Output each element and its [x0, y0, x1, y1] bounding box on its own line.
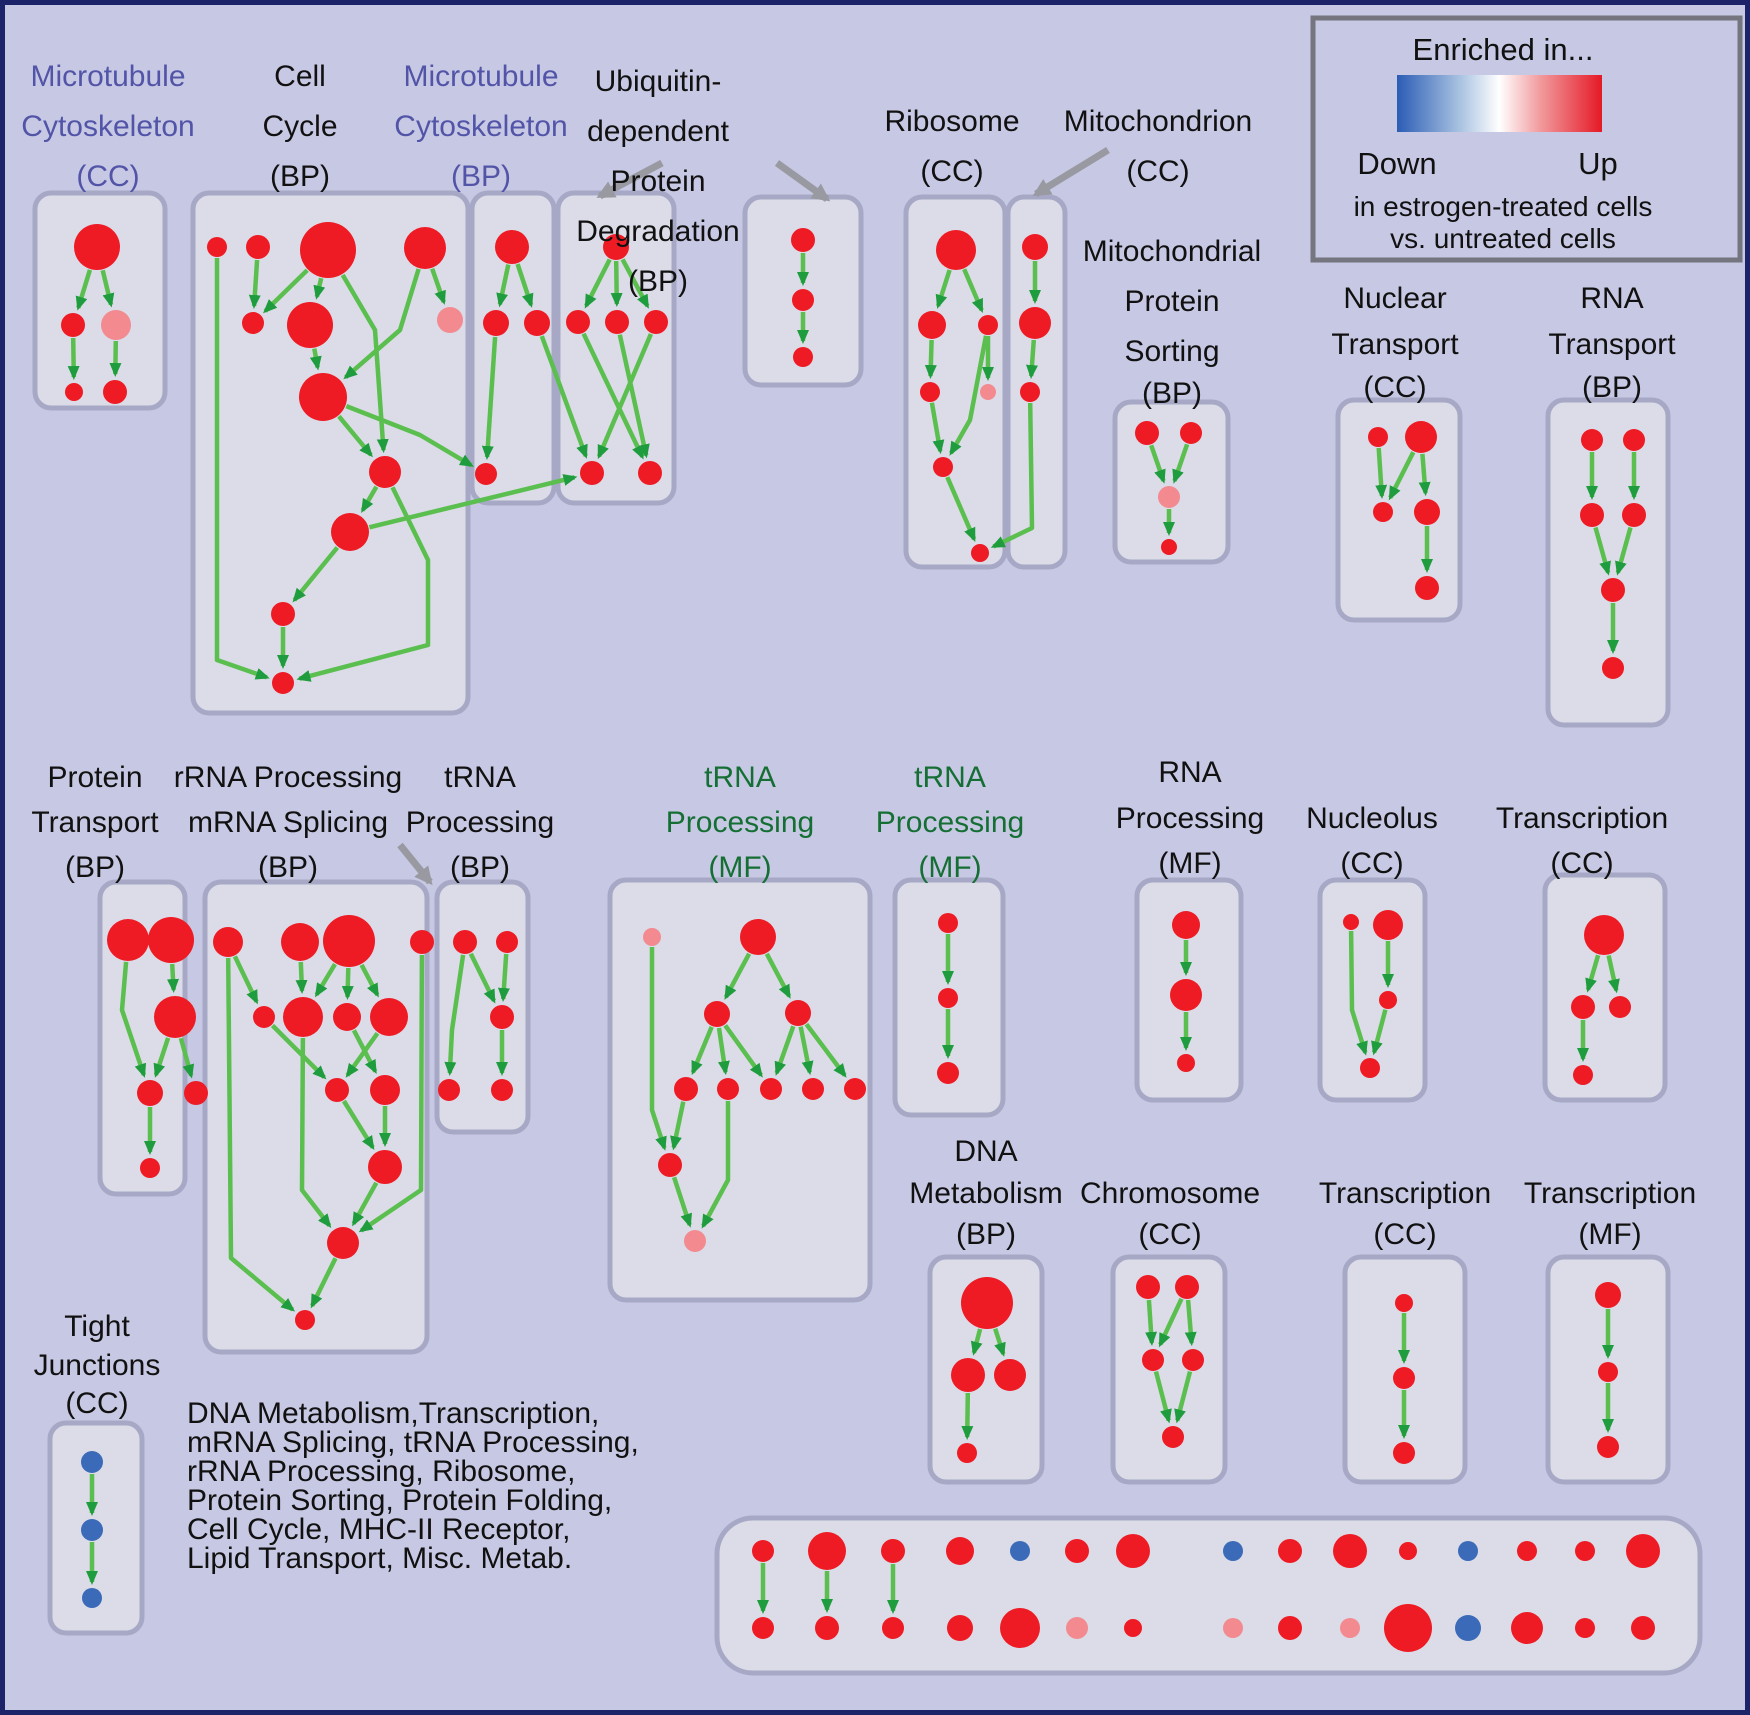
cluster-label-trna-bp: tRNA	[444, 761, 516, 794]
cluster-label-transcription-mf: Transcription	[1523, 1177, 1697, 1210]
node-P4-up	[137, 1080, 163, 1106]
node-U2-up	[566, 310, 590, 334]
node-Z9B-up	[1278, 1616, 1302, 1640]
node-Q5-up	[1601, 578, 1625, 602]
cluster-label-mitochondrion: Mitochondrion	[1063, 105, 1253, 138]
node-Z15B-up	[1631, 1616, 1655, 1640]
figure-note-line: mRNA Splicing, tRNA Processing,	[187, 1426, 639, 1459]
edge	[1422, 454, 1425, 493]
node-TJ1-down	[81, 1451, 103, 1473]
node-H1-up	[453, 930, 477, 954]
cluster-label-tight-junctions: (CC)	[65, 1387, 129, 1420]
node-B7-up	[437, 307, 463, 333]
node-M4-up	[475, 463, 497, 485]
node-Z5T-down	[1010, 1541, 1030, 1561]
node-W1-up	[1022, 234, 1048, 260]
node-G1-up	[213, 927, 243, 957]
cluster-label-mito-sorting: Mitochondrial	[1082, 235, 1262, 268]
node-B5-up	[242, 312, 264, 334]
node-G5-up	[253, 1006, 275, 1028]
legend-layer	[1313, 18, 1740, 260]
node-Z10B-up	[1340, 1618, 1360, 1638]
node-T1-up	[1368, 427, 1388, 447]
cluster-label-trna-mf-1: tRNA	[704, 761, 776, 794]
node-Z9T-up	[1278, 1539, 1302, 1563]
cluster-box-nuclear-transport	[1338, 400, 1460, 620]
cluster-label-mt-bp: Cytoskeleton	[394, 110, 568, 143]
node-T5-up	[1415, 576, 1439, 600]
node-G7-up	[333, 1003, 361, 1031]
node-U3-up	[605, 310, 629, 334]
node-U4-up	[644, 310, 668, 334]
node-N3-up	[1379, 991, 1397, 1009]
node-B2-up	[246, 235, 270, 259]
cluster-label-rna-transport: RNA	[1580, 282, 1644, 315]
node-Z14B-up	[1575, 1618, 1595, 1638]
node-A4-up	[65, 383, 83, 401]
cluster-label-cell-cycle: Cell	[274, 60, 326, 93]
node-R1-up	[936, 230, 976, 270]
node-B6-up	[287, 302, 333, 348]
cluster-label-dna-metabolism: Metabolism	[909, 1177, 1063, 1210]
node-Z15T-up	[1626, 1534, 1660, 1568]
edge	[616, 261, 617, 304]
figure-note-line: rRNA Processing, Ribosome,	[187, 1455, 576, 1488]
cluster-label-rrna-mrna: (BP)	[258, 851, 318, 884]
node-TJ2-down	[81, 1519, 103, 1541]
legend-title: Enriched in...	[1412, 32, 1594, 67]
node-D4-up	[957, 1443, 977, 1463]
node-P5-up	[184, 1081, 208, 1105]
cluster-label-mt-bp: (BP)	[451, 160, 511, 193]
node-B3-up	[300, 222, 356, 278]
edge	[254, 260, 257, 306]
cluster-label-rrna-mrna: mRNA Splicing	[187, 806, 389, 839]
node-L3-up	[1177, 1054, 1195, 1072]
node-Z1T-up	[752, 1540, 774, 1562]
cluster-label-ribosome: Ribosome	[884, 105, 1020, 138]
node-A3-up	[101, 310, 131, 340]
node-R7-up	[971, 544, 989, 562]
node-Z14T-up	[1575, 1541, 1595, 1561]
node-T4-up	[1414, 499, 1440, 525]
cluster-label-mito-sorting: Protein	[1124, 285, 1220, 318]
node-C2-up	[1175, 1275, 1199, 1299]
node-B8-up	[299, 373, 347, 421]
node-G2-up	[281, 923, 319, 961]
node-K1-up	[938, 913, 958, 933]
cluster-label-trna-mf-2: Processing	[875, 806, 1025, 839]
cluster-label-ubiquitin: dependent	[587, 115, 729, 148]
figure-note-line: DNA Metabolism,Transcription,	[187, 1397, 600, 1430]
node-Z7T-up	[1116, 1534, 1150, 1568]
cluster-label-rna-proc-mf: (MF)	[1158, 847, 1222, 880]
node-N1-up	[1343, 914, 1359, 930]
node-C3-up	[1142, 1349, 1164, 1371]
node-S2-up	[1180, 422, 1202, 444]
node-G9-up	[325, 1078, 349, 1102]
node-Z10T-up	[1333, 1534, 1367, 1568]
node-N2-up	[1373, 910, 1403, 940]
node-Z3T-up	[881, 1539, 905, 1563]
node-M2-up	[483, 310, 509, 336]
node-Z2T-up	[808, 1532, 846, 1570]
node-G12-up	[327, 1227, 359, 1259]
node-W2-up	[1019, 307, 1051, 339]
cluster-label-trna-mf-2: tRNA	[914, 761, 986, 794]
legend-subtitle-1: in estrogen-treated cells	[1353, 191, 1653, 222]
cluster-label-tight-junctions: Tight	[64, 1310, 130, 1343]
node-B9-up	[369, 456, 401, 488]
node-Z5B-up	[1000, 1608, 1040, 1648]
node-G8-up	[370, 998, 408, 1036]
node-O1-up	[1584, 915, 1624, 955]
node-T2-up	[1405, 421, 1437, 453]
node-Z1B-up	[752, 1617, 774, 1639]
node-D2-up	[951, 1358, 985, 1392]
cluster-label-mito-sorting: Sorting	[1124, 335, 1220, 368]
cluster-label-protein-transport: (BP)	[65, 851, 125, 884]
node-P3-up	[154, 996, 196, 1038]
cluster-box-chromosome	[1113, 1257, 1225, 1482]
cluster-label-transcription-cc-bot: (CC)	[1373, 1218, 1437, 1251]
node-O3-up	[1609, 996, 1631, 1018]
edge	[1031, 340, 1034, 376]
cluster-label-transcription-cc-mid: (CC)	[1550, 847, 1614, 880]
node-A5-up	[103, 380, 127, 404]
cluster-label-trna-bp: (BP)	[450, 851, 510, 884]
node-V2-up	[792, 289, 814, 311]
cluster-label-nucleolus: Nucleolus	[1306, 802, 1438, 835]
node-R3-up	[978, 315, 998, 335]
cluster-label-protein-transport: Transport	[31, 806, 159, 839]
node-F1-up	[1595, 1282, 1621, 1308]
node-Z8T-down	[1223, 1541, 1243, 1561]
node-G3-up	[323, 915, 375, 967]
node-S1-up	[1135, 421, 1159, 445]
cluster-label-mt-bp: Microtubule	[403, 60, 559, 93]
cluster-label-chromosome: (CC)	[1138, 1218, 1202, 1251]
cluster-label-tight-junctions: Junctions	[33, 1349, 161, 1382]
node-B4-up	[404, 227, 446, 269]
figure-note-line: Cell Cycle, MHC-II Receptor,	[187, 1513, 571, 1546]
node-P2-up	[148, 917, 194, 963]
node-Z4B-up	[947, 1615, 973, 1641]
note-layer	[187, 1397, 639, 1575]
node-K3-up	[937, 1062, 959, 1084]
cluster-label-ubiquitin: (BP)	[628, 265, 688, 298]
node-R5-up	[980, 384, 996, 400]
node-J2-up	[704, 1001, 730, 1027]
edge	[1379, 448, 1382, 496]
node-F2-up	[1598, 1362, 1618, 1382]
legend-subtitle-2: vs. untreated cells	[1390, 223, 1616, 254]
cluster-label-dna-metabolism: (BP)	[956, 1218, 1016, 1251]
node-S4-up	[1161, 539, 1177, 555]
cluster-label-nuclear-transport: Nuclear	[1343, 282, 1447, 315]
cluster-box-mito-sorting	[1115, 402, 1228, 562]
node-Q2-up	[1623, 429, 1645, 451]
node-Z11B-up	[1384, 1604, 1432, 1652]
node-U6-up	[638, 461, 662, 485]
cluster-label-cell-cycle: (BP)	[270, 160, 330, 193]
edge	[503, 954, 506, 999]
node-J8-up	[844, 1078, 866, 1100]
node-E2-up	[1393, 1367, 1415, 1389]
node-B12-up	[272, 672, 294, 694]
edge	[931, 340, 932, 376]
node-N4-up	[1360, 1058, 1380, 1078]
node-L1-up	[1172, 911, 1200, 939]
node-U5-up	[580, 461, 604, 485]
node-E1-up	[1395, 1294, 1413, 1312]
node-Q3-up	[1580, 503, 1604, 527]
node-J7-up	[802, 1078, 824, 1100]
cluster-label-ubiquitin: Degradation	[576, 215, 740, 248]
node-Z2B-up	[815, 1616, 839, 1640]
edge	[348, 968, 349, 997]
cluster-label-cell-cycle: Cycle	[262, 110, 338, 143]
edge	[967, 1393, 968, 1437]
node-W3-up	[1020, 382, 1040, 402]
node-Z13T-up	[1517, 1541, 1537, 1561]
node-Z12B-down	[1455, 1615, 1481, 1641]
node-Z6T-up	[1065, 1539, 1089, 1563]
node-E3-up	[1393, 1442, 1415, 1464]
figure-note-line: Lipid Transport, Misc. Metab.	[187, 1542, 573, 1575]
cluster-label-rrna-mrna: rRNA Processing	[173, 761, 403, 794]
node-Z11T-up	[1399, 1542, 1417, 1560]
node-O4-up	[1573, 1065, 1593, 1085]
node-H5-up	[491, 1079, 513, 1101]
node-G11-up	[368, 1150, 402, 1184]
cluster-label-transcription-cc-mid: Transcription	[1495, 802, 1669, 835]
cluster-label-rna-transport: (BP)	[1582, 371, 1642, 404]
node-Z6B-up	[1066, 1617, 1088, 1639]
node-J5-up	[717, 1078, 739, 1100]
cluster-box-misc-strip	[717, 1518, 1700, 1673]
node-G6-up	[283, 997, 323, 1037]
cluster-label-protein-transport: Protein	[47, 761, 143, 794]
node-D1-up	[961, 1277, 1013, 1329]
edge	[1149, 1300, 1152, 1343]
cluster-label-dna-metabolism: DNA	[954, 1135, 1018, 1168]
node-Z8B-up	[1223, 1618, 1243, 1638]
node-A1-up	[74, 224, 120, 270]
node-T3-up	[1373, 502, 1393, 522]
cluster-label-ribosome: (CC)	[920, 155, 984, 188]
node-C4-up	[1182, 1349, 1204, 1371]
cluster-label-ubiquitin: Protein	[610, 165, 706, 198]
legend-up-label: Up	[1578, 146, 1618, 181]
node-Z7B-up	[1124, 1619, 1142, 1637]
node-Q6-up	[1602, 657, 1624, 679]
edge	[115, 341, 116, 374]
node-B11-up	[271, 602, 295, 626]
node-H2-up	[496, 931, 518, 953]
node-M3-up	[524, 310, 550, 336]
cluster-label-trna-mf-2: (MF)	[918, 851, 982, 884]
node-P6-up	[140, 1158, 160, 1178]
cluster-label-mt-cc: (CC)	[76, 160, 140, 193]
cluster-label-rna-transport: Transport	[1548, 328, 1676, 361]
node-J10-up	[684, 1230, 706, 1252]
node-L2-up	[1170, 979, 1202, 1011]
cluster-label-trna-mf-1: (MF)	[708, 851, 772, 884]
edge	[73, 338, 74, 377]
node-M1-up	[495, 230, 529, 264]
node-C5-up	[1162, 1426, 1184, 1448]
node-G10-up	[370, 1075, 400, 1105]
node-J1-up	[740, 919, 776, 955]
node-J3-up	[785, 1000, 811, 1026]
node-B10-up	[331, 513, 369, 551]
node-B1-up	[207, 237, 227, 257]
node-J9-up	[658, 1153, 682, 1177]
cluster-label-chromosome: Chromosome	[1079, 1177, 1261, 1210]
node-TJ3-down	[82, 1588, 102, 1608]
cluster-label-nuclear-transport: (CC)	[1363, 371, 1427, 404]
node-Z4T-up	[946, 1537, 974, 1565]
node-Z12T-down	[1458, 1541, 1478, 1561]
node-J6-up	[760, 1078, 782, 1100]
node-K2-up	[938, 988, 958, 1008]
legend-down-label: Down	[1357, 146, 1437, 181]
cluster-label-rna-proc-mf: RNA	[1158, 756, 1222, 789]
cluster-label-mt-cc: Cytoskeleton	[21, 110, 195, 143]
edge	[172, 964, 173, 990]
node-R4-up	[920, 382, 940, 402]
node-J4-up	[674, 1077, 698, 1101]
node-R2-up	[918, 311, 946, 339]
cluster-label-rna-proc-mf: Processing	[1115, 802, 1265, 835]
node-F3-up	[1597, 1436, 1619, 1458]
cluster-label-mito-sorting: (BP)	[1142, 377, 1202, 410]
node-R6-up	[933, 457, 953, 477]
node-C1-up	[1136, 1275, 1160, 1299]
cluster-label-trna-mf-1: Processing	[665, 806, 815, 839]
cluster-label-nucleolus: (CC)	[1340, 847, 1404, 880]
node-G13-up	[295, 1310, 315, 1330]
edge	[301, 962, 302, 991]
figure-note-line: Protein Sorting, Protein Folding,	[187, 1484, 613, 1517]
node-S3-up	[1158, 486, 1180, 508]
cluster-label-transcription-mf: (MF)	[1578, 1218, 1642, 1251]
node-V1-up	[791, 228, 815, 252]
cluster-label-transcription-cc-bot: Transcription	[1318, 1177, 1492, 1210]
node-G4-up	[410, 930, 434, 954]
node-H4-up	[438, 1079, 460, 1101]
cluster-label-nuclear-transport: Transport	[1331, 328, 1459, 361]
node-V3-up	[793, 347, 813, 367]
node-Z3B-up	[882, 1617, 904, 1639]
node-D3-up	[994, 1359, 1026, 1391]
legend-gradient-bar	[1397, 75, 1602, 132]
cluster-label-mitochondrion: (CC)	[1126, 155, 1190, 188]
cluster-box-transcription-cc-mid	[1545, 875, 1665, 1100]
node-Q1-up	[1581, 429, 1603, 451]
node-A2-up	[61, 313, 85, 337]
node-O2-up	[1571, 995, 1595, 1019]
node-P1-up	[107, 919, 149, 961]
node-Q4-up	[1622, 503, 1646, 527]
cluster-label-trna-bp: Processing	[405, 806, 555, 839]
cluster-label-mt-cc: Microtubule	[30, 60, 186, 93]
node-Z13B-up	[1511, 1612, 1543, 1644]
node-H3-up	[490, 1005, 514, 1029]
cluster-label-ubiquitin: Ubiquitin-	[594, 65, 722, 98]
node-J0-up	[643, 928, 661, 946]
